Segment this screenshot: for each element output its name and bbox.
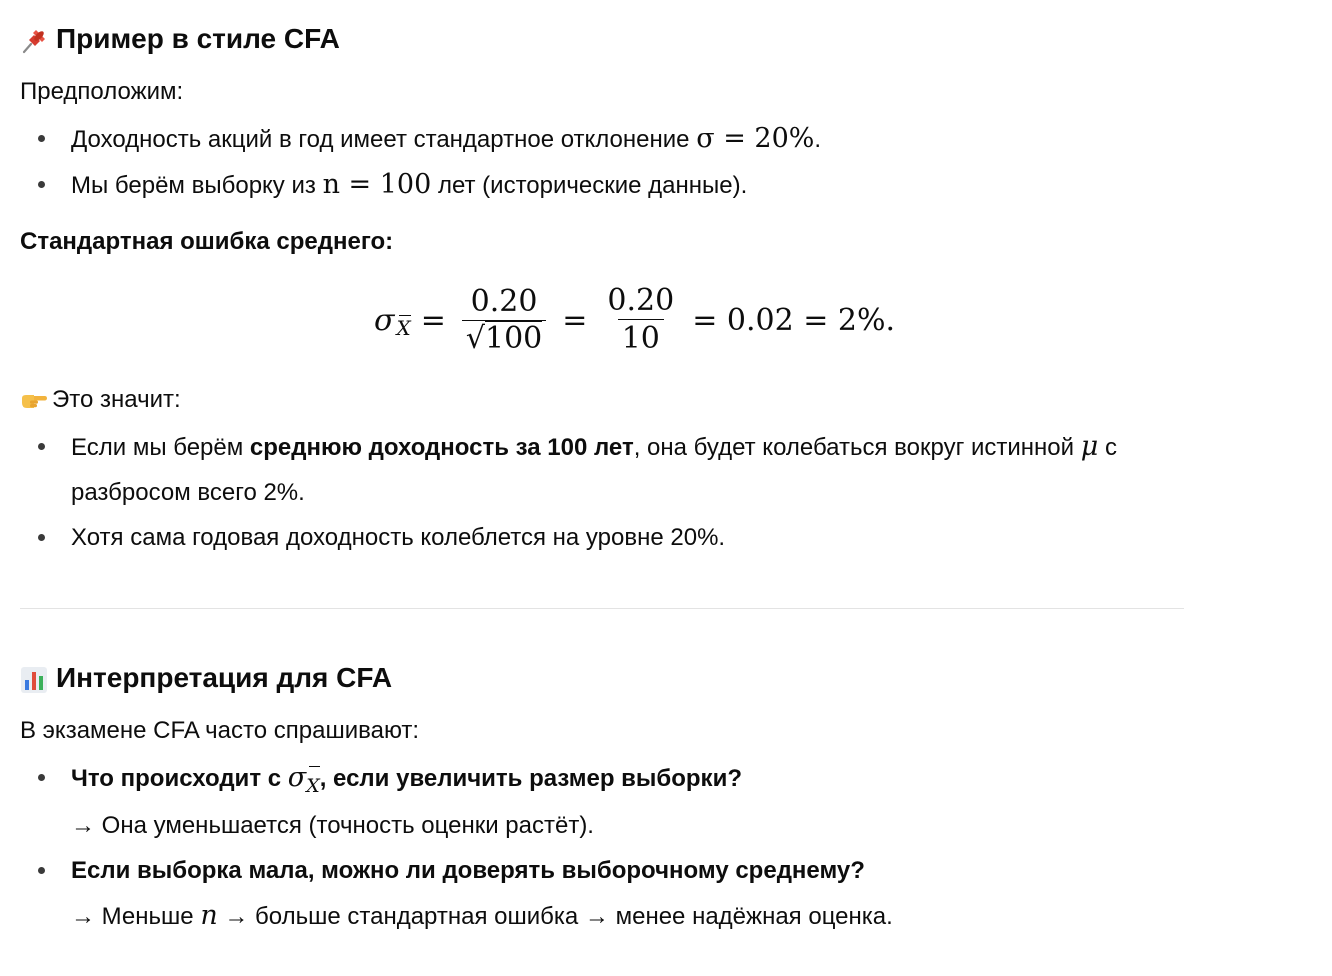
list-item-text: , она будет колебаться вокруг истинной: [633, 434, 1081, 461]
list-item: [20, 116, 1248, 162]
question-text: Если выборка мала, можно ли доверять выборочному среднему?: [71, 857, 865, 884]
formula-result: = 0.02 = 2%.: [692, 302, 895, 338]
formula-sigma: σ: [373, 302, 395, 338]
sqrt-radicand: 100: [484, 321, 543, 356]
fraction-2-denominator: 10: [618, 319, 664, 358]
standard-error-formula: [20, 274, 1248, 366]
list-item-text: Мы берём выборку из: [71, 172, 323, 199]
fraction-1-denominator: [462, 320, 546, 356]
fraction-2: [603, 283, 678, 358]
answer-text: → Она уменьшается (точность оценки растёт).: [71, 812, 594, 839]
standard-error-heading: Стандартная ошибка среднего:: [20, 228, 394, 255]
math-sigma-20: σ = 20%: [696, 123, 815, 154]
question-pre: Что происходит с: [71, 765, 288, 792]
intro-text: В экзамене CFA часто спрашивают:: [20, 717, 420, 744]
meaning-line: [20, 380, 1248, 420]
math-mu: μ: [1080, 431, 1099, 462]
fraction-1: [462, 284, 546, 356]
equals-sign: =: [420, 302, 446, 338]
fraction-1-numerator: 0.20: [470, 284, 538, 319]
intro-text: Предположим:: [20, 78, 184, 105]
list-item-after: .: [814, 126, 822, 153]
pushpin-icon: [20, 25, 48, 53]
list-item: [20, 755, 1248, 848]
equals-sign: =: [562, 302, 588, 338]
list-item: [20, 424, 1248, 515]
section-title: Пример в стиле CFA: [56, 23, 340, 54]
list-item-continuation: разбросом всего 2%.: [71, 479, 305, 506]
fraction-2-numerator: 0.20: [607, 282, 675, 318]
question-post: , если увеличить размер выборки?: [319, 765, 742, 792]
question-text: [71, 762, 742, 797]
list-item-text: Если мы берём: [71, 434, 250, 461]
meaning-list: [20, 424, 1248, 560]
sqrt-symbol: √: [465, 321, 485, 356]
section-heading-interpretation: [20, 657, 1248, 699]
assumptions-list: [20, 116, 1248, 208]
bar-chart-icon: [20, 664, 48, 692]
math-n-100: n = 100: [322, 169, 432, 200]
section-divider: [20, 608, 1184, 609]
question-sigma: σ: [287, 762, 307, 793]
list-item-bold: среднюю доходность за 100 лет: [249, 434, 634, 461]
list-item-text: Доходность акций в год имеет стандартное отклонение: [71, 126, 697, 153]
pointing-hand-icon: [20, 386, 48, 414]
section-title: Интерпретация для CFA: [56, 662, 393, 693]
section-heading-example: [20, 18, 1248, 60]
formula-sub-xbar: X: [396, 313, 410, 343]
list-item: [20, 848, 1248, 939]
list-item-text: Хотя сама годовая доходность колеблется на уровне 20%.: [71, 524, 726, 551]
list-item: [20, 162, 1248, 208]
question-sub-xbar: X: [306, 764, 320, 809]
answer-post: → больше стандартная ошибка → менее надёжная оценка.: [217, 903, 893, 930]
list-item: [20, 515, 1248, 560]
list-item-after: лет (исторические данные).: [431, 172, 748, 199]
qa-list: [20, 755, 1248, 939]
answer-pre: → Меньше: [71, 903, 201, 930]
answer-text: [71, 893, 1248, 939]
answer-n: n: [200, 900, 218, 931]
meaning-text: Это значит:: [52, 386, 181, 413]
list-item-text: с: [1098, 434, 1117, 461]
